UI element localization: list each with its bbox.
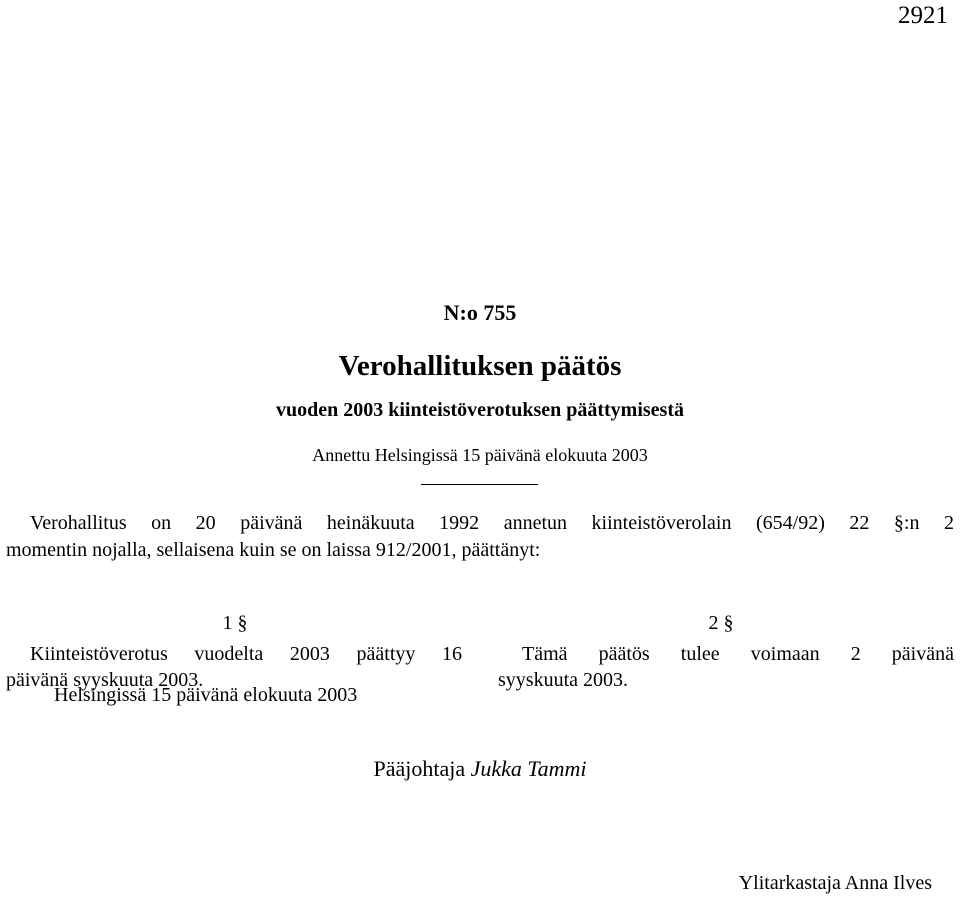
section-2-line-1: Tämä päätös tulee voimaan 2 päivänä — [522, 643, 954, 665]
place-date: Helsingissä 15 päivänä elokuuta 2003 — [54, 684, 358, 706]
section-1-line-1: Kiinteistöverotus vuodelta 2003 päättyy 16 — [30, 643, 462, 665]
divider — [421, 484, 538, 485]
decree-number: N:o 755 — [443, 300, 517, 325]
section-1-number: 1 § — [222, 612, 248, 634]
signature-name: Jukka Tammi — [470, 756, 587, 781]
section-1-line-2: päivänä syyskuuta 2003. — [6, 669, 204, 691]
section-2-line-2: syyskuuta 2003. — [498, 669, 628, 691]
section-2-number: 2 § — [708, 612, 734, 634]
signature-title: Pääjohtaja — [373, 756, 466, 781]
signature — [0, 756, 960, 782]
intro-line-1: Verohallitus on 20 päivänä heinäkuuta 1992 annetun kiinteistöverolain (654/92) 22 §:n 2 — [30, 512, 954, 534]
countersign: Ylitarkastaja Anna Ilves — [738, 872, 932, 894]
intro-paragraph — [6, 510, 954, 564]
issued-line: Annettu Helsingissä 15 päivänä elokuuta 2003 — [312, 445, 648, 465]
document-subtitle: vuoden 2003 kiinteistöverotuksen päättymisestä — [276, 399, 684, 421]
page-number: 2921 — [898, 2, 948, 29]
document-title: Verohallituksen päätös — [338, 350, 622, 382]
intro-line-2: momentin nojalla, sellaisena kuin se on laissa 912/2001, päättänyt: — [6, 539, 541, 561]
section-2-text — [498, 641, 954, 693]
